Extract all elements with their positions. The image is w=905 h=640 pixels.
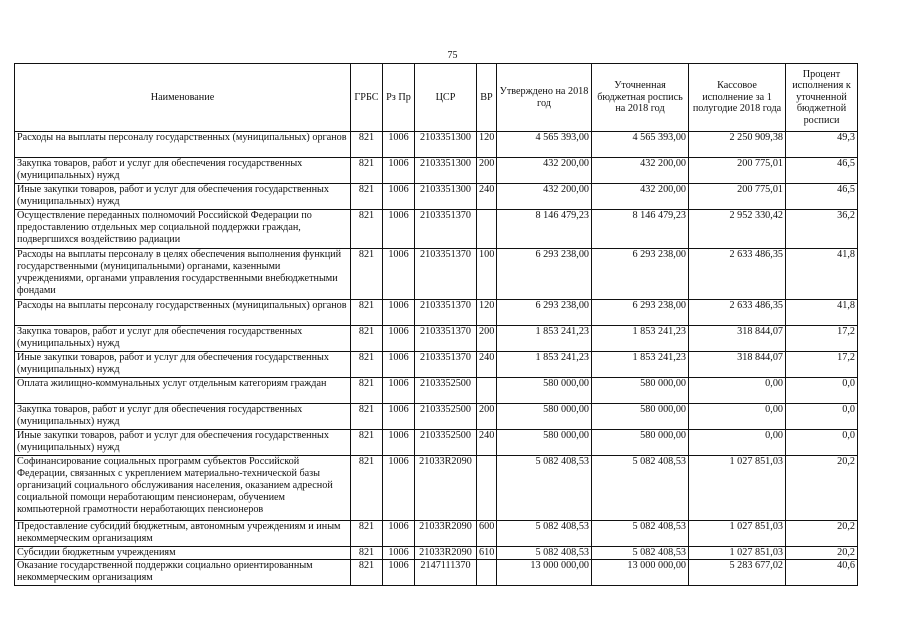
row-name: Расходы на выплаты персоналу в целях обеспечения выполнения функций государственными (муниципальными) органами, казенными учреждениями, органами управления государственными внебюджетными фондами [15,249,351,300]
row-approved: 5 082 408,53 [497,547,592,560]
row-grbs: 821 [351,352,383,378]
row-vr: 240 [477,352,497,378]
row-percent: 46,5 [786,184,858,210]
row-rzpr: 1006 [383,249,415,300]
header-rzpr: Рз Пр [383,64,415,132]
row-vr: 200 [477,404,497,430]
row-grbs: 821 [351,378,383,404]
row-csr: 2103351300 [415,132,477,158]
table-row [15,132,858,158]
row-grbs: 821 [351,521,383,547]
row-refined: 432 200,00 [592,184,689,210]
row-approved: 1 853 241,23 [497,352,592,378]
row-rzpr: 1006 [383,378,415,404]
row-rzpr: 1006 [383,210,415,249]
row-approved: 432 200,00 [497,184,592,210]
row-csr: 21033R2090 [415,547,477,560]
row-vr [477,456,497,521]
row-rzpr: 1006 [383,430,415,456]
row-approved: 6 293 238,00 [497,300,592,326]
row-grbs: 821 [351,300,383,326]
row-rzpr: 1006 [383,456,415,521]
table-row [15,378,858,404]
table-row [15,158,858,184]
row-cash: 318 844,07 [689,326,786,352]
row-refined: 580 000,00 [592,430,689,456]
row-refined: 13 000 000,00 [592,560,689,586]
row-cash: 1 027 851,03 [689,521,786,547]
row-cash: 318 844,07 [689,352,786,378]
row-name: Расходы на выплаты персоналу государственных (муниципальных) органов [15,132,351,158]
row-refined: 5 082 408,53 [592,521,689,547]
row-grbs: 821 [351,326,383,352]
row-vr: 200 [477,326,497,352]
row-approved: 4 565 393,00 [497,132,592,158]
row-cash: 1 027 851,03 [689,547,786,560]
row-refined: 432 200,00 [592,158,689,184]
row-refined: 1 853 241,23 [592,352,689,378]
row-percent: 0,0 [786,404,858,430]
row-refined: 8 146 479,23 [592,210,689,249]
row-vr: 610 [477,547,497,560]
row-grbs: 821 [351,158,383,184]
table-row [15,404,858,430]
row-name: Предоставление субсидий бюджетным, автономным учреждениям и иным некоммерческим организациям [15,521,351,547]
row-percent: 20,2 [786,547,858,560]
row-percent: 40,6 [786,560,858,586]
row-refined: 580 000,00 [592,404,689,430]
row-name: Оказание государственной поддержки социально ориентированным некоммерческим организациям [15,560,351,586]
header-vr: ВР [477,64,497,132]
row-name: Софинансирование социальных программ субъектов Российской Федерации, связанных с укреплением материально-технической базы организаций социального обслуживания населения, оказанием адресной социальной помощи неработающим пенсионерам, обучением компьютерной грамотности неработающих пенсионеров [15,456,351,521]
row-rzpr: 1006 [383,300,415,326]
table-row [15,249,858,300]
header-grbs: ГРБС [351,64,383,132]
row-name: Закупка товаров, работ и услуг для обеспечения государственных (муниципальных) нужд [15,404,351,430]
header-approved: Утверждено на 2018 год [497,64,592,132]
budget-table [14,63,858,586]
row-percent: 17,2 [786,352,858,378]
table-header-row [15,64,858,132]
row-approved: 580 000,00 [497,404,592,430]
row-grbs: 821 [351,456,383,521]
row-grbs: 821 [351,547,383,560]
row-refined: 6 293 238,00 [592,300,689,326]
row-name: Расходы на выплаты персоналу государственных (муниципальных) органов [15,300,351,326]
row-cash: 2 952 330,42 [689,210,786,249]
row-refined: 5 082 408,53 [592,456,689,521]
row-rzpr: 1006 [383,184,415,210]
table-row [15,184,858,210]
row-approved: 432 200,00 [497,158,592,184]
row-approved: 580 000,00 [497,430,592,456]
row-vr [477,378,497,404]
row-refined: 1 853 241,23 [592,326,689,352]
row-csr: 2103352500 [415,404,477,430]
row-vr: 240 [477,430,497,456]
row-refined: 6 293 238,00 [592,249,689,300]
row-cash: 0,00 [689,430,786,456]
row-cash: 5 283 677,02 [689,560,786,586]
row-name: Закупка товаров, работ и услуг для обеспечения государственных (муниципальных) нужд [15,158,351,184]
row-name: Иные закупки товаров, работ и услуг для обеспечения государственных (муниципальных) нужд [15,352,351,378]
table-row [15,430,858,456]
row-rzpr: 1006 [383,560,415,586]
row-grbs: 821 [351,132,383,158]
row-percent: 20,2 [786,521,858,547]
row-percent: 17,2 [786,326,858,352]
row-grbs: 821 [351,404,383,430]
row-approved: 5 082 408,53 [497,456,592,521]
table-row [15,521,858,547]
row-percent: 36,2 [786,210,858,249]
row-refined: 580 000,00 [592,378,689,404]
header-percent: Процент исполнения к уточненной бюджетной росписи [786,64,858,132]
row-grbs: 821 [351,560,383,586]
row-percent: 41,8 [786,249,858,300]
row-cash: 0,00 [689,378,786,404]
row-percent: 20,2 [786,456,858,521]
row-vr: 600 [477,521,497,547]
row-name: Оплата жилищно-коммунальных услуг отдельным категориям граждан [15,378,351,404]
table-row [15,300,858,326]
row-vr [477,560,497,586]
header-refined: Уточненная бюджетная роспись на 2018 год [592,64,689,132]
row-cash: 200 775,01 [689,184,786,210]
row-csr: 2103351370 [415,300,477,326]
row-approved: 13 000 000,00 [497,560,592,586]
row-percent: 41,8 [786,300,858,326]
row-vr: 120 [477,132,497,158]
row-refined: 4 565 393,00 [592,132,689,158]
row-vr: 200 [477,158,497,184]
row-approved: 580 000,00 [497,378,592,404]
row-vr [477,210,497,249]
page-number: 75 [447,50,458,61]
row-rzpr: 1006 [383,132,415,158]
row-cash: 0,00 [689,404,786,430]
row-rzpr: 1006 [383,158,415,184]
table-row [15,326,858,352]
row-name: Субсидии бюджетным учреждениям [15,547,351,560]
row-rzpr: 1006 [383,326,415,352]
row-percent: 0,0 [786,430,858,456]
row-approved: 5 082 408,53 [497,521,592,547]
row-approved: 8 146 479,23 [497,210,592,249]
row-csr: 2103352500 [415,430,477,456]
row-cash: 2 250 909,38 [689,132,786,158]
row-grbs: 821 [351,184,383,210]
table-row [15,456,858,521]
table-row [15,210,858,249]
header-cash: Кассовое исполнение за 1 полугодие 2018 года [689,64,786,132]
row-cash: 2 633 486,35 [689,249,786,300]
row-approved: 6 293 238,00 [497,249,592,300]
row-grbs: 821 [351,210,383,249]
row-rzpr: 1006 [383,547,415,560]
header-name: Наименование [15,64,351,132]
row-name: Закупка товаров, работ и услуг для обеспечения государственных (муниципальных) нужд [15,326,351,352]
row-vr: 100 [477,249,497,300]
row-vr: 120 [477,300,497,326]
row-percent: 46,5 [786,158,858,184]
row-csr: 2103352500 [415,378,477,404]
table-row [15,547,858,560]
row-csr: 2103351370 [415,352,477,378]
row-percent: 49,3 [786,132,858,158]
row-cash: 200 775,01 [689,158,786,184]
row-csr: 21033R2090 [415,521,477,547]
row-grbs: 821 [351,249,383,300]
row-rzpr: 1006 [383,404,415,430]
row-csr: 2147111370 [415,560,477,586]
row-cash: 2 633 486,35 [689,300,786,326]
row-percent: 0,0 [786,378,858,404]
row-csr: 2103351300 [415,158,477,184]
row-refined: 5 082 408,53 [592,547,689,560]
row-csr: 2103351370 [415,326,477,352]
row-rzpr: 1006 [383,521,415,547]
row-name: Иные закупки товаров, работ и услуг для обеспечения государственных (муниципальных) нужд [15,184,351,210]
table-row [15,560,858,586]
row-cash: 1 027 851,03 [689,456,786,521]
row-csr: 2103351370 [415,249,477,300]
row-rzpr: 1006 [383,352,415,378]
table-row [15,352,858,378]
row-approved: 1 853 241,23 [497,326,592,352]
row-vr: 240 [477,184,497,210]
row-csr: 21033R2090 [415,456,477,521]
row-name: Иные закупки товаров, работ и услуг для обеспечения государственных (муниципальных) нужд [15,430,351,456]
row-csr: 2103351300 [415,184,477,210]
row-name: Осуществление переданных полномочий Российской Федерации по предоставлению отдельных мер социальной поддержки граждан, подвергшихся воздействию радиации [15,210,351,249]
row-grbs: 821 [351,430,383,456]
row-csr: 2103351370 [415,210,477,249]
header-csr: ЦСР [415,64,477,132]
